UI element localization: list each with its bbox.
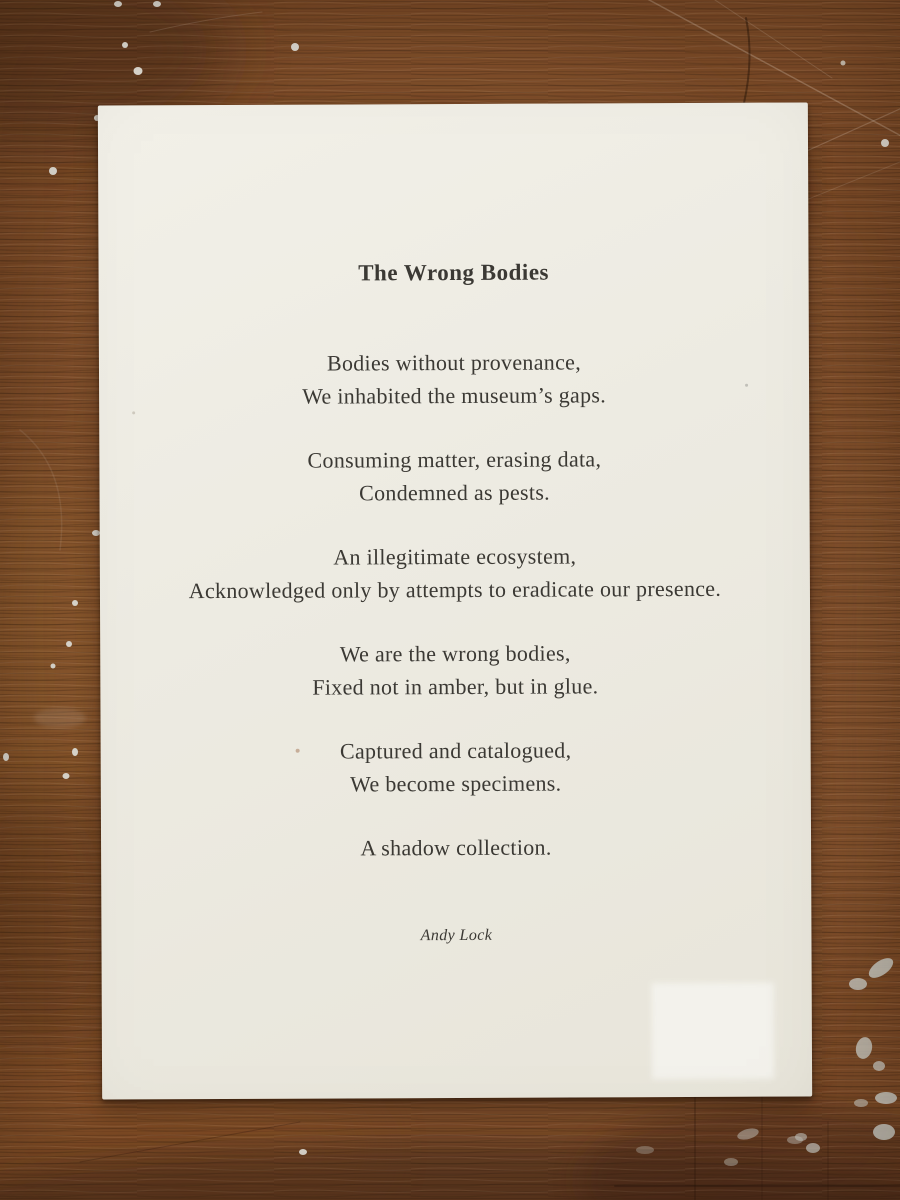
- poem-line: Captured and catalogued,: [339, 737, 572, 764]
- poem-line: We are the wrong bodies,: [339, 640, 571, 667]
- poem-line: An illegitimate ecosystem,: [333, 543, 577, 570]
- poem-stanza-2: [99, 441, 809, 510]
- poem-line: Fixed not in amber, but in glue.: [312, 673, 599, 700]
- card-light-square: [652, 983, 774, 1080]
- poem-author: Andy Lock: [420, 926, 493, 945]
- poem-title: The Wrong Bodies: [358, 259, 550, 286]
- poem-line: We inhabited the museum’s gaps.: [302, 382, 607, 409]
- poem-line: Consuming matter, erasing data,: [307, 446, 602, 473]
- poem-line: A shadow collection.: [360, 834, 552, 861]
- poem-line: Condemned as pests.: [359, 479, 551, 506]
- poem-stanza-5: [101, 732, 811, 801]
- poem-line: Acknowledged only by attempts to eradicate our presence.: [188, 575, 722, 604]
- poem-stanza-4: [100, 635, 810, 704]
- poem-stanza-6: [101, 829, 811, 865]
- poem-line: We become specimens.: [350, 770, 562, 797]
- poem-stanza-3: [100, 538, 810, 607]
- poem-card: [98, 102, 812, 1099]
- poem-stanza-1: [99, 344, 809, 413]
- poem-line: Bodies without provenance,: [326, 349, 582, 376]
